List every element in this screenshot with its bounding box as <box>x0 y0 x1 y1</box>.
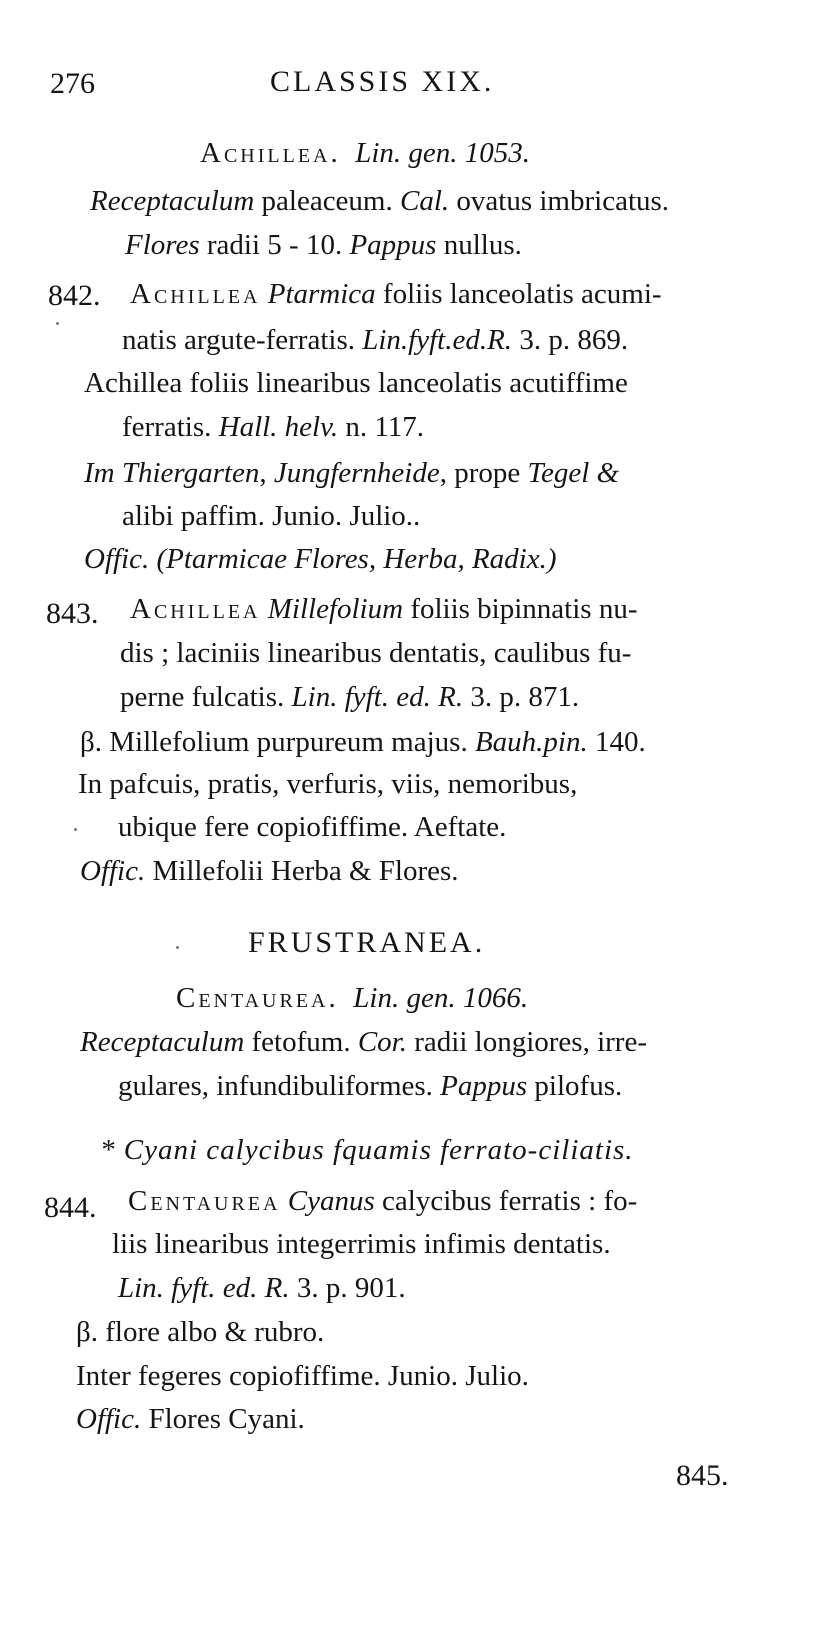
species-diagnosis-line: Centaurea Cyanus calycibus ferratis : fo- <box>128 1185 638 1217</box>
genus-description-line: Receptaculum fetofum. Cor. radii longiores, irre- <box>80 1026 647 1058</box>
habitat-line: alibi paffim. Junio. Julio.. <box>122 500 421 532</box>
officinal-line: Offic. Flores Cyani. <box>76 1403 305 1435</box>
species-diagnosis-line: liis linearibus integerrimis infimis dentatis. <box>112 1228 611 1260</box>
habitat-line: Im Thiergarten, Jungfernheide, prope Tegel & <box>84 457 620 489</box>
species-number: 842. <box>48 279 101 312</box>
synonym-line: Achillea foliis linearibus lanceolatis acutiffime <box>84 367 628 399</box>
officinal-line: Offic. (Ptarmicae Flores, Herba, Radix.) <box>84 543 557 575</box>
page-number: 276 <box>50 67 95 100</box>
genus-reference: Lin. gen. 1053. <box>355 137 531 169</box>
officinal-line: Offic. Millefolii Herba & Flores. <box>80 855 459 887</box>
species-diagnosis-line: dis ; laciniis linearibus dentatis, caulibus fu- <box>120 637 632 669</box>
variety-line: β. Millefolium purpureum majus. Bauh.pin. 140. <box>80 726 646 758</box>
species-diagnosis-line: Lin. fyft. ed. R. 3. p. 901. <box>118 1272 406 1304</box>
ink-speck <box>74 828 77 831</box>
variety-line: β. flore albo & rubro. <box>76 1316 325 1348</box>
habitat-line: ubique fere copiofiffime. Aeftate. <box>118 811 507 843</box>
species-number: 844. <box>44 1191 97 1224</box>
species-diagnosis-line: natis argute-ferratis. Lin.fyft.ed.R. 3. p. 869. <box>122 324 629 356</box>
genus-description-line: gulares, infundibuliformes. Pappus pilofus. <box>118 1070 623 1102</box>
species-diagnosis-line: Achillea Millefolium foliis bipinnatis nu- <box>130 593 638 625</box>
genus-name: Achillea. <box>200 137 341 169</box>
running-title: CLASSIS XIX. <box>270 65 495 98</box>
species-diagnosis-line: Achillea Ptarmica foliis lanceolatis acumi- <box>130 278 662 310</box>
ink-speck <box>56 322 59 325</box>
genus-description-line: Flores radii 5 - 10. Pappus nullus. <box>125 229 522 261</box>
synonym-line: ferratis. Hall. helv. n. 117. <box>122 411 425 443</box>
genus-heading-achillea <box>200 135 530 171</box>
section-title: FRUSTRANEA. <box>248 926 486 959</box>
ink-speck <box>176 946 179 949</box>
habitat-line: In pafcuis, pratis, verfuris, viis, nemoribus, <box>78 768 578 800</box>
habitat-line: Inter fegeres copiofiffime. Junio. Julio. <box>76 1360 529 1392</box>
genus-description-line: Receptaculum paleaceum. Cal. ovatus imbricatus. <box>90 185 670 217</box>
genus-heading-centaurea: Centaurea. Lin. gen. 1066. <box>176 982 529 1014</box>
species-number: 843. <box>46 597 99 630</box>
species-diagnosis-line: perne fulcatis. Lin. fyft. ed. R. 3. p. 871. <box>120 681 580 713</box>
catchword: 845. <box>676 1459 729 1492</box>
subsection-heading: * Cyani calycibus fquamis ferrato-ciliatis. <box>100 1134 634 1166</box>
